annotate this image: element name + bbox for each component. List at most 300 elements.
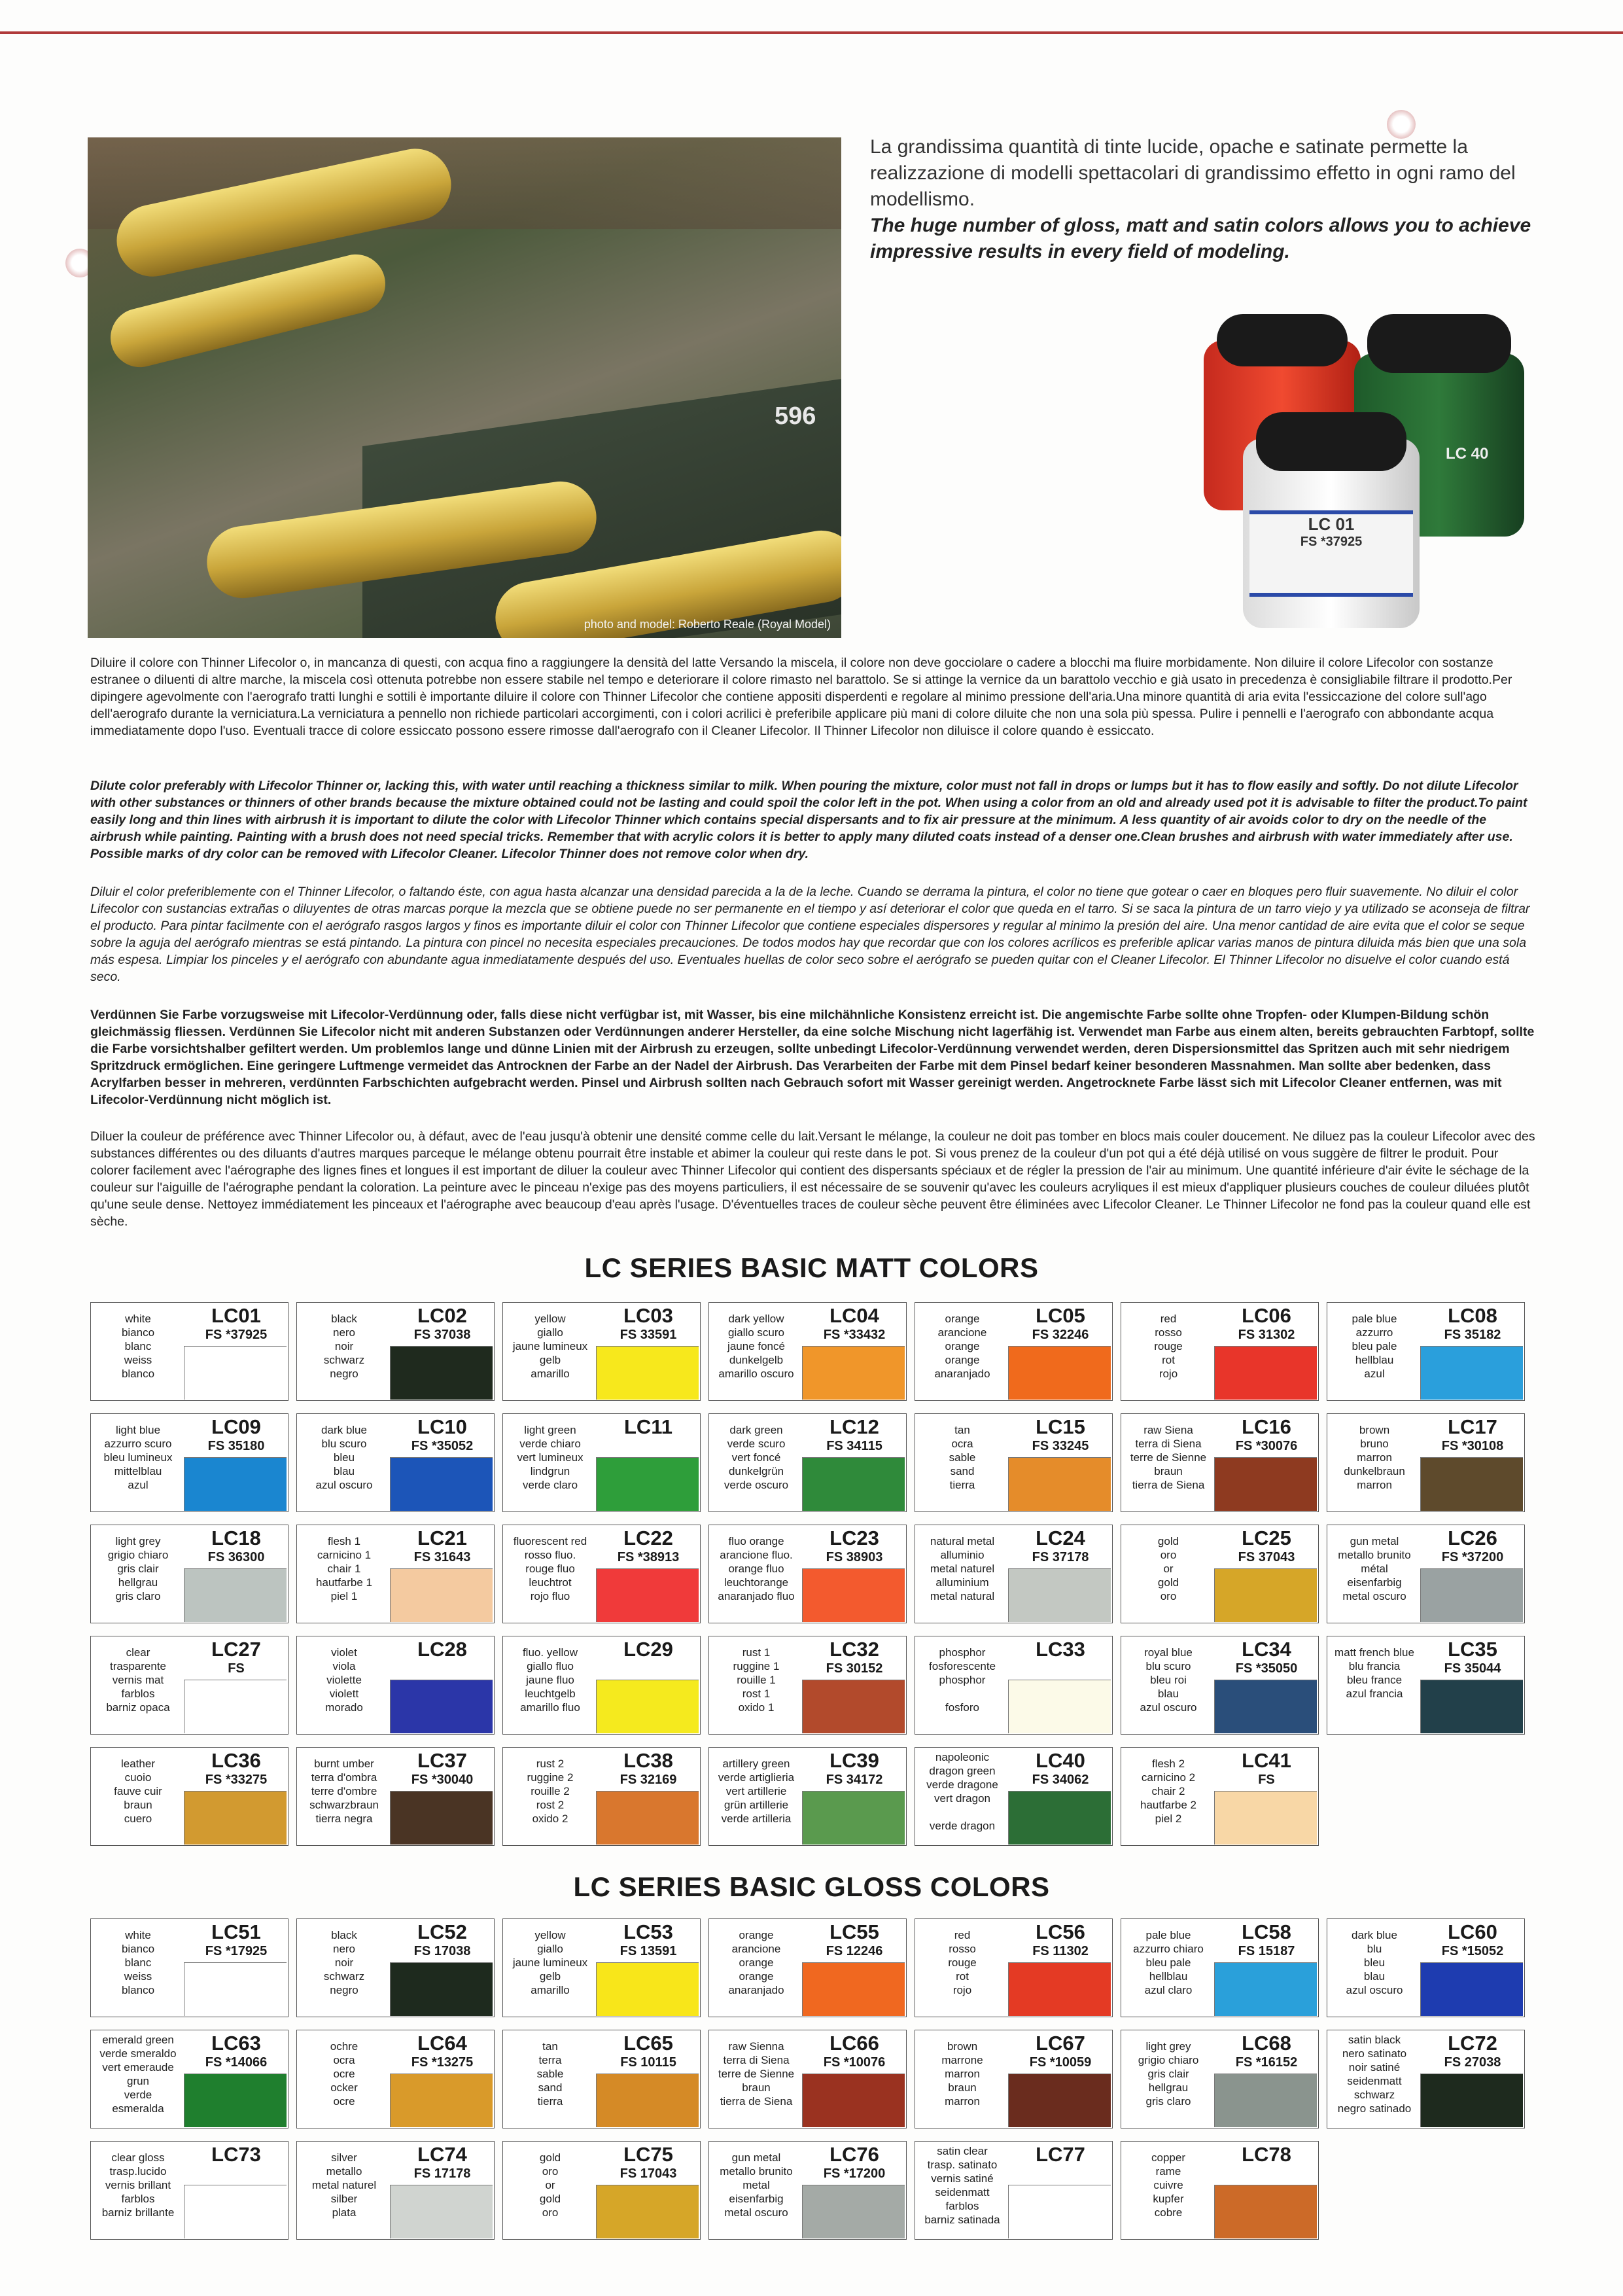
color-name: anaranjado — [728, 1984, 784, 1996]
fs-number: FS 31302 — [1238, 1328, 1295, 1342]
color-name: yellow — [534, 1929, 566, 1941]
color-names — [92, 1646, 184, 1714]
color-names — [1329, 1423, 1420, 1492]
color-names — [298, 1928, 390, 1997]
color-name: gold — [1157, 1576, 1179, 1589]
color-name: gold — [539, 2193, 561, 2205]
color-name: seidenmatt — [935, 2186, 990, 2199]
color-card-lc41 — [1121, 1747, 1319, 1846]
color-names — [1329, 1646, 1420, 1701]
color-code: LC08 — [1448, 1304, 1497, 1327]
color-name: schwarz — [323, 1354, 365, 1366]
color-name: eisenfarbig — [729, 2193, 784, 2205]
color-name: leather — [121, 1757, 155, 1770]
color-name: marrone — [941, 2054, 983, 2066]
color-swatch — [390, 1680, 493, 1733]
color-name: jaune fluo — [526, 1674, 574, 1686]
color-name: vert dragon — [934, 1792, 990, 1805]
color-name: orange — [945, 1313, 980, 1325]
color-name: noir — [334, 1340, 354, 1352]
color-swatch — [596, 1962, 699, 2016]
color-code: LC67 — [1036, 2032, 1085, 2055]
color-swatch — [1420, 1680, 1523, 1733]
color-code: LC74 — [417, 2143, 467, 2166]
fs-number: FS 37038 — [413, 1328, 471, 1342]
color-name: azzurro scuro — [104, 1438, 172, 1450]
color-names — [92, 1312, 184, 1381]
color-names — [710, 1928, 802, 1997]
color-card-lc36 — [90, 1747, 288, 1846]
color-card-lc24 — [915, 1525, 1113, 1623]
color-name: farblos — [121, 2193, 155, 2205]
color-name: alluminium — [935, 1576, 989, 1589]
color-names — [1123, 1312, 1214, 1381]
intro-english: The huge number of gloss, matt and satin colors allows you to achieve impressive results in every field of modeling. — [870, 215, 1531, 262]
color-name: vert emeraude — [102, 2061, 174, 2074]
color-swatch — [802, 1680, 905, 1733]
color-name: giallo scuro — [728, 1326, 784, 1339]
color-name: blanc — [124, 1340, 152, 1352]
color-name: braun — [124, 1799, 152, 1811]
jar-lid — [1217, 314, 1348, 366]
color-swatch — [1214, 1346, 1317, 1400]
color-card-lc03 — [502, 1302, 701, 1401]
color-card-lc72 — [1327, 2030, 1525, 2128]
color-name: verde — [124, 2089, 152, 2101]
color-code: LC17 — [1448, 1415, 1497, 1438]
color-name: verde chiaro — [519, 1438, 581, 1450]
color-name: ocra — [951, 1438, 973, 1450]
fs-number: FS 32246 — [1032, 1328, 1089, 1342]
color-name: jaune lumineux — [512, 1956, 588, 1969]
color-code: LC78 — [1242, 2143, 1291, 2166]
color-names — [92, 1928, 184, 1997]
color-swatch — [1420, 1962, 1523, 2016]
color-name: métal — [1361, 1563, 1388, 1575]
color-name: negro — [330, 1368, 358, 1380]
color-swatch — [1420, 1457, 1523, 1511]
color-name: verde claro — [522, 1479, 578, 1491]
color-name: negro — [330, 1984, 358, 1996]
color-code: LC15 — [1036, 1415, 1085, 1438]
color-name: barniz opaca — [106, 1701, 170, 1714]
color-name: azul claro — [1144, 1984, 1193, 1996]
color-code: LC16 — [1242, 1415, 1291, 1438]
color-name: metallo brunito — [1338, 1549, 1411, 1561]
color-names — [504, 1928, 596, 1997]
color-swatch — [390, 1962, 493, 2016]
color-name: amarillo — [531, 1984, 570, 1996]
color-name: black — [331, 1313, 357, 1325]
color-name: sable — [536, 2068, 564, 2080]
color-card-lc23 — [708, 1525, 907, 1623]
color-names — [710, 1646, 802, 1714]
color-name: hellblau — [1149, 1970, 1188, 1983]
color-name: schwarz — [323, 1970, 365, 1983]
color-name: giallo fluo — [527, 1660, 574, 1672]
color-name: dark blue — [1352, 1929, 1397, 1941]
color-card-lc21 — [296, 1525, 495, 1623]
color-code: LC64 — [417, 2032, 467, 2055]
fs-number: FS *35052 — [411, 1439, 474, 1453]
color-names — [1329, 1534, 1420, 1603]
fs-number: FS *35050 — [1235, 1661, 1298, 1676]
color-name: metallo — [326, 2165, 362, 2178]
fs-number: FS 15187 — [1238, 1944, 1295, 1958]
color-code: LC35 — [1448, 1638, 1497, 1661]
color-card-lc58 — [1121, 1918, 1319, 2017]
color-name: leuchtrot — [529, 1576, 572, 1589]
color-name: vernis satiné — [931, 2172, 994, 2185]
color-name: red — [1160, 1313, 1177, 1325]
color-name: farblos — [121, 1687, 155, 1700]
color-code: LC73 — [211, 2143, 261, 2166]
color-names — [710, 1312, 802, 1381]
color-name: ocre — [333, 2068, 355, 2080]
color-name: rosso — [1155, 1326, 1182, 1339]
color-name — [916, 1805, 1008, 1819]
color-code: LC32 — [829, 1638, 879, 1661]
color-name: rouge — [948, 1956, 977, 1969]
color-name: jaune foncé — [727, 1340, 785, 1352]
color-card-lc15 — [915, 1413, 1113, 1512]
color-name: metal naturel — [311, 2179, 377, 2191]
color-name: viola — [332, 1660, 356, 1672]
fs-number: FS *37925 — [205, 1328, 268, 1342]
color-names — [504, 2040, 596, 2108]
color-card-lc76 — [708, 2141, 907, 2240]
color-name: amarillo — [531, 1368, 570, 1380]
color-swatch — [1214, 2074, 1317, 2127]
color-code: LC18 — [211, 1527, 261, 1549]
color-card-lc16 — [1121, 1413, 1319, 1512]
color-name: dunkelbraun — [1344, 1465, 1405, 1477]
color-name: kupfer — [1153, 2193, 1184, 2205]
color-name: rojo — [1159, 1368, 1178, 1380]
color-name: vert lumineux — [517, 1451, 584, 1464]
color-card-lc27 — [90, 1636, 288, 1735]
color-names — [1329, 2033, 1420, 2115]
color-card-lc29 — [502, 1636, 701, 1735]
color-swatch — [184, 1346, 287, 1400]
color-names — [916, 1534, 1008, 1603]
color-names — [710, 2040, 802, 2108]
color-name: light grey — [115, 1535, 161, 1547]
color-name: napoleonic — [935, 1751, 990, 1763]
color-name: rot — [956, 1970, 969, 1983]
color-name: verde oscuro — [724, 1479, 789, 1491]
color-name — [916, 1687, 1008, 1701]
color-name: rouge fluo — [525, 1563, 575, 1575]
color-name: pale blue — [1145, 1929, 1191, 1941]
color-code: LC03 — [623, 1304, 673, 1327]
color-name: blanco — [121, 1984, 155, 1996]
color-names — [1123, 1534, 1214, 1603]
color-names — [710, 1757, 802, 1826]
color-name: satin black — [1348, 2034, 1401, 2046]
color-name: farblos — [945, 2200, 979, 2212]
color-name: grigio chiaro — [1138, 2054, 1199, 2066]
color-name: schwarz — [1353, 2089, 1395, 2101]
color-name: rot — [1162, 1354, 1175, 1366]
color-name: cuivre — [1153, 2179, 1183, 2191]
paragraph-german: Verdünnen Sie Farbe vorzugsweise mit Lifecolor-Verdünnung oder, falls diese nicht verfügbar ist, mit Wasser, bis eine milchähnliche Konsistenz erreicht ist. Die angemischte Farbe sollte ohne Tropfen- oder Klumpen-Bildung schön gleichmässig fliessen. Verdünnen Sie Lifecolor nicht mit anderen Substanzen oder Verdünnungen anderer Hersteller, da eine solche Mischung nicht lagerfähig ist. Verwendet man Farbe aus einem alten, bereits gebrauchten Farbtopf, sollte die Farbe vorsichtshalber gefiltert werden. Um problemlos lange und dünne Linien mit der Airbrush zu erzeugen, sollte unbedingt Lifecolor-Verdünnung verwendet werden, deren Dispersionsmittel das Spritzen auch mit sehr niedrigem Spritzdruck ermöglichen. Eine geringere Luftmenge vermeidet das Antrocknen der Farbe an der Nadel der Airbrush. Das Verarbeiten der Farbe mit dem Pinsel bedarf keiner besonderen Massnahmen. Man sollte aber bedenken, dass Acrylfarben besser in mehreren, verdünnten Farbschichten aufgebracht werden. Pinsel und Airbrush sollten nach Gebrauch sofort mit Wasser gereinigt werden. Angetrocknete Farbe lässt sich mit Lifecolor Cleaner entfernen, was mit Lifecolor-Verdünnung nicht möglich ist. — [90, 1008, 1535, 1107]
color-name: hellgrau — [118, 1576, 158, 1589]
color-swatch — [390, 1791, 493, 1845]
color-name: sable — [949, 1451, 976, 1464]
color-name: orange — [945, 1340, 980, 1352]
fs-number: FS *10076 — [823, 2055, 886, 2070]
color-name: cobre — [1154, 2206, 1183, 2219]
fs-number: FS 37178 — [1032, 1550, 1089, 1564]
color-name: dunkelgelb — [729, 1354, 784, 1366]
color-name: blu francia — [1348, 1660, 1401, 1672]
color-card-lc10 — [296, 1413, 495, 1512]
color-name: black — [331, 1929, 357, 1941]
color-name: grigio chiaro — [107, 1549, 169, 1561]
color-names — [916, 1423, 1008, 1492]
color-name: artillery green — [722, 1757, 790, 1770]
gloss-section-title: LC SERIES BASIC GLOSS COLORS — [573, 1871, 1050, 1902]
color-name: fosforo — [945, 1701, 979, 1714]
color-card-lc60 — [1327, 1918, 1525, 2017]
color-name: negro satinado — [1337, 2102, 1412, 2115]
color-name: flesh 2 — [1151, 1757, 1185, 1770]
color-name: cuero — [124, 1812, 152, 1825]
color-name: ocker — [330, 2081, 358, 2094]
color-name: rouille 2 — [531, 1785, 570, 1797]
color-code: LC27 — [211, 1638, 261, 1661]
color-names — [298, 1534, 390, 1603]
color-name: bruno — [1360, 1438, 1389, 1450]
color-name: gris clair — [117, 1563, 159, 1575]
color-name: nero satinato — [1342, 2047, 1407, 2060]
color-code: LC36 — [211, 1749, 261, 1772]
color-name: weiss — [124, 1970, 152, 1983]
color-name: anaranjado — [934, 1368, 990, 1380]
fs-number: FS 35044 — [1444, 1661, 1501, 1676]
color-name: grun — [126, 2075, 150, 2087]
color-swatch — [596, 1791, 699, 1845]
color-code: LC63 — [211, 2032, 261, 2055]
color-names — [92, 2033, 184, 2115]
jar-label — [1249, 510, 1413, 597]
color-code: LC10 — [417, 1415, 467, 1438]
color-name: amarillo oscuro — [718, 1368, 794, 1380]
color-swatch — [1214, 1680, 1317, 1733]
color-name: bianco — [121, 1326, 155, 1339]
color-names — [298, 2151, 390, 2219]
color-swatch — [184, 2074, 287, 2127]
color-code: LC66 — [829, 2032, 879, 2055]
color-name: fluo orange — [728, 1535, 784, 1547]
color-names — [916, 1928, 1008, 1997]
color-swatch — [184, 1457, 287, 1511]
color-swatch — [184, 1568, 287, 1622]
color-name: giallo — [537, 1943, 563, 1955]
color-name: bleu lumineux — [103, 1451, 173, 1464]
color-names — [298, 2040, 390, 2108]
color-names — [1329, 1928, 1420, 1997]
color-card-lc38 — [502, 1747, 701, 1846]
color-swatch — [390, 1346, 493, 1400]
color-swatch — [184, 1791, 287, 1845]
color-name: gun metal — [1350, 1535, 1399, 1547]
color-swatch — [802, 2074, 905, 2127]
color-name: brown — [947, 2040, 978, 2053]
intro-italian: La grandissima quantità di tinte lucide, opache e satinate permette la realizzazione di modelli spettacolari di grandissimo effetto in ogni ramo del modellismo. — [870, 136, 1516, 210]
color-card-lc73 — [90, 2141, 288, 2240]
fs-number: FS — [228, 1661, 245, 1676]
color-name: blu scuro — [321, 1438, 367, 1450]
color-swatch — [1008, 2074, 1111, 2127]
color-swatch — [802, 1346, 905, 1400]
color-name: clear — [126, 1646, 150, 1659]
color-card-lc78 — [1121, 2141, 1319, 2240]
color-name: verde smeraldo — [99, 2047, 177, 2060]
fs-number: FS — [1258, 1773, 1275, 1787]
color-name: terre de Sienne — [1130, 1451, 1207, 1464]
color-name: azul — [128, 1479, 148, 1491]
color-name: tierra negra — [315, 1812, 373, 1825]
color-names — [92, 1534, 184, 1603]
color-swatch — [596, 1346, 699, 1400]
color-swatch — [1008, 1791, 1111, 1845]
color-name: vernis mat — [112, 1674, 164, 1686]
color-name: burnt umber — [314, 1757, 374, 1770]
color-code: LC40 — [1036, 1749, 1085, 1772]
color-card-lc67 — [915, 2030, 1113, 2128]
fs-number: FS 34115 — [826, 1439, 882, 1453]
color-code: LC38 — [623, 1749, 673, 1772]
color-code: LC28 — [417, 1638, 467, 1661]
color-name: marron — [1357, 1451, 1392, 1464]
color-name: verde artilleria — [721, 1812, 792, 1825]
color-name: arancione — [731, 1943, 781, 1955]
color-name: azzurro chiaro — [1133, 1943, 1204, 1955]
color-card-lc12 — [708, 1413, 907, 1512]
fs-number: FS *17200 — [823, 2166, 886, 2181]
color-name: terra — [538, 2054, 562, 2066]
color-name: verde dragone — [926, 1778, 998, 1791]
color-swatch — [802, 1568, 905, 1622]
color-swatch — [802, 2185, 905, 2238]
fs-number: FS 17178 — [413, 2166, 471, 2181]
color-name: blau — [1363, 1970, 1386, 1983]
fs-number: FS 33245 — [1032, 1439, 1089, 1453]
color-name: oro — [1160, 1590, 1177, 1602]
color-card-lc37 — [296, 1747, 495, 1846]
color-name: phosphor — [939, 1674, 986, 1686]
color-card-lc08 — [1327, 1302, 1525, 1401]
fs-number: FS 13591 — [620, 1944, 677, 1958]
color-swatch — [1420, 1346, 1523, 1400]
color-names — [1123, 1757, 1214, 1826]
color-names — [504, 1646, 596, 1714]
color-name: leuchtgelb — [525, 1687, 576, 1700]
color-name: silber — [330, 2193, 358, 2205]
fs-number: FS 36300 — [207, 1550, 265, 1564]
color-names — [710, 1423, 802, 1492]
color-code: LC55 — [829, 1920, 879, 1943]
color-name: rouge — [1154, 1340, 1183, 1352]
color-name: gold — [539, 2151, 561, 2164]
color-name: orange — [739, 1929, 774, 1941]
color-swatch — [390, 1568, 493, 1622]
color-card-lc22 — [502, 1525, 701, 1623]
color-card-lc75 — [502, 2141, 701, 2240]
color-name: lindgrun — [530, 1465, 570, 1477]
fs-number: FS *30040 — [411, 1773, 474, 1787]
color-name: dragon green — [929, 1765, 996, 1777]
fs-number: FS 31643 — [413, 1550, 471, 1564]
jar-code: LC 01 — [1308, 514, 1355, 534]
paragraph-spanish: Diluir el color preferiblemente con el Thinner Lifecolor, o faltando éste, con agua hasta alcanzar una densidad parecida a la de la leche. Cuando se derrama la pintura, el color no tiene que gotear o caer en bloques pero fluir suavemente. No diluir el color Lifecolor con sustancias extrañas o diluyentes de otras marcas porque la mezcla que se obtiene puede no ser permanente en el tiempo y así deteriorar el color que queda en el tarro. Si se saca la pintura de un tarro viejo y ya utilizado se aconseja de filtrar el producto. Para pintar facilmente con el aerógrafo rasgos largos y finos es importante diluir el color con Thinner Lifecolor que contiene especiales dispersores y regular al minimo la presión del aire. Una menor cantidad de aire evita que el color se seque sobre la aguja del aerógrafo mientras se está pintando. La pintura con pincel no necesita especiales precauciones. De todos modos hay que recordar que con los colores acrílicos es preferible aplicar varias manos de pintura diluida más bien que una sola más espesa. Limpiar los pinceles y el aerógrafo con abundante agua inmediatamente después del uso. Eventuales huellas de color seco sobre el aerógrafo se pueden quitar con el Cleaner Lifecolor. El Thinner Lifecolor no disuelve el color cuando está seco. — [90, 885, 1530, 984]
color-name: rust 1 — [742, 1646, 771, 1659]
color-name: anaranjado fluo — [718, 1590, 795, 1602]
fs-number: FS *10059 — [1029, 2055, 1092, 2070]
fs-number: FS 34062 — [1032, 1773, 1089, 1787]
color-name: emerald green — [102, 2034, 174, 2046]
color-name: violett — [329, 1687, 359, 1700]
color-name: orange — [739, 1956, 774, 1969]
color-name: metallo brunito — [720, 2165, 793, 2178]
fs-number: FS 17043 — [620, 2166, 677, 2181]
color-code: LC52 — [417, 1920, 467, 1943]
color-name: ruggine 1 — [733, 1660, 780, 1672]
fs-number: FS 11302 — [1032, 1944, 1089, 1958]
color-swatch — [802, 1791, 905, 1845]
color-name: rojo fluo — [530, 1590, 570, 1602]
color-code: LC25 — [1242, 1527, 1291, 1549]
color-name: dark green — [729, 1424, 783, 1436]
color-name: bianco — [121, 1943, 155, 1955]
color-name: ochre — [330, 2040, 358, 2053]
color-name: gris claro — [1145, 2095, 1191, 2108]
color-name: schwarzbraun — [309, 1799, 379, 1811]
hull-number: 596 — [775, 402, 816, 430]
color-name: rost 1 — [742, 1687, 771, 1700]
color-card-lc66 — [708, 2030, 907, 2128]
fs-number: FS 12246 — [826, 1944, 883, 1958]
fs-number: FS 10115 — [620, 2055, 676, 2070]
color-card-lc32 — [708, 1636, 907, 1735]
color-name: blanc — [124, 1956, 152, 1969]
color-name: marron — [945, 2095, 980, 2108]
color-card-lc28 — [296, 1636, 495, 1735]
color-name: marron — [945, 2068, 980, 2080]
color-card-lc33 — [915, 1636, 1113, 1735]
color-name: white — [125, 1313, 151, 1325]
color-name: gun metal — [731, 2151, 781, 2164]
color-name: dark yellow — [728, 1313, 784, 1325]
color-name: violet — [331, 1646, 357, 1659]
color-name: brown — [1359, 1424, 1390, 1436]
color-swatch — [184, 1680, 287, 1733]
color-name: ruggine 2 — [527, 1771, 574, 1784]
color-card-lc55 — [708, 1918, 907, 2017]
color-name: leuchtorange — [724, 1576, 789, 1589]
color-name: metal natural — [930, 1590, 995, 1602]
color-name: piel 1 — [330, 1590, 358, 1602]
intro-text — [870, 134, 1537, 265]
color-name: tan — [542, 2040, 558, 2053]
photo-credit: photo and model: Roberto Reale (Royal Model) — [584, 618, 831, 631]
color-name: tan — [954, 1424, 970, 1436]
color-name: ocre — [333, 2095, 355, 2108]
color-name: gold — [1157, 1535, 1179, 1547]
color-swatch — [1420, 1568, 1523, 1622]
